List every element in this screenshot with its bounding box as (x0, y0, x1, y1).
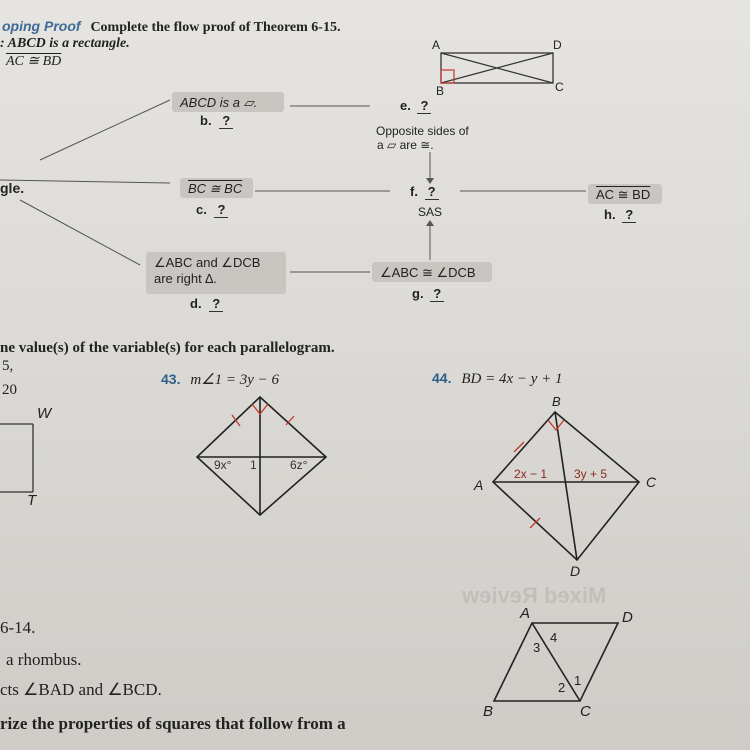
rhombus-label-a: A (520, 605, 531, 622)
flow-left-cut-text: gle. (0, 180, 25, 196)
reason-b-label: b. (200, 113, 212, 128)
reason-b-blank: ? (219, 113, 233, 129)
rhombus-angle-4: 4 (550, 630, 558, 645)
g-blank: ? (430, 286, 444, 302)
left-cut-line-1: 5, (2, 358, 14, 374)
ex43-angle-6z: 6z° (290, 458, 308, 472)
e-reason-line2: a ▱ are ≅. (377, 138, 434, 152)
reason-c-label: c. (196, 202, 207, 217)
f-blank: ? (425, 184, 439, 200)
prove-line: AC ≅ BD (6, 54, 62, 69)
h-blank: ? (622, 207, 636, 223)
ex44-number: 44. (432, 370, 452, 386)
rhombus-label-c: C (580, 703, 591, 720)
bleed-through-text: Mixed Review (462, 583, 607, 608)
statement-2-text: BC ≅ BC (188, 181, 243, 196)
ex43-equation: m∠1 = 3y − 6 (190, 372, 280, 388)
statement-3-line2: are right ∆. (154, 271, 217, 286)
g-statement: ∠ABC ≅ ∠DCB (380, 265, 476, 280)
ex43-number: 43. (161, 371, 181, 387)
rect-label-d: D (553, 38, 562, 52)
ex44-label-b: B (552, 394, 561, 409)
bottom-line-4: rize the properties of squares that follow from a (0, 714, 346, 733)
ex43-angle-9x: 9x° (214, 458, 232, 472)
h-label: h. (604, 207, 616, 222)
ex44-label-d: D (570, 563, 581, 579)
rhombus-label-d: D (622, 609, 633, 626)
rect-label-c: C (555, 80, 564, 94)
ex44-equation: BD = 4x − y + 1 (461, 371, 563, 387)
reason-c-blank: ? (214, 202, 228, 218)
rhombus-angle-1: 1 (574, 673, 582, 688)
rect-label-a: A (432, 38, 441, 52)
bottom-line-2: a rhombus. (6, 650, 82, 669)
e-blank: ? (417, 98, 431, 114)
f-reason: SAS (418, 205, 443, 219)
rhombus-angle-3: 3 (533, 640, 541, 655)
left-fig-label-t: T (27, 492, 37, 509)
ex44-label-a: A (474, 477, 484, 493)
f-label: f. (410, 184, 418, 199)
header-title-fragment: oping Proof (2, 18, 81, 34)
section-heading: ne value(s) of the variable(s) for each parallelogram. (0, 340, 335, 356)
rect-label-b: B (436, 84, 445, 98)
ex44-segment-right: 3y + 5 (574, 467, 608, 481)
ex44-segment-left: 2x − 1 (514, 467, 548, 481)
bottom-line-3: cts ∠BAD and ∠BCD. (0, 680, 162, 699)
bottom-line-1: 6-14. (0, 618, 36, 637)
g-label: g. (412, 286, 424, 301)
given-line: : ABCD is a rectangle. (0, 36, 130, 51)
ex43-angle-1: 1 (250, 458, 257, 472)
ex44-label-c: C (646, 474, 657, 490)
left-fig-label-w: W (37, 405, 52, 422)
reason-d-label: d. (190, 296, 202, 311)
header-instruction: Complete the flow proof of Theorem 6-15. (90, 20, 341, 35)
rhombus-label-b: B (483, 703, 494, 720)
rhombus-angle-2: 2 (558, 680, 566, 695)
reason-d-blank: ? (209, 296, 223, 312)
statement-3-line1: ∠ABC and ∠DCB (154, 255, 261, 270)
h-statement: AC ≅ BD (596, 187, 651, 202)
statement-1-text: ABCD is a ▱. (180, 95, 258, 110)
left-cut-line-2: 20 (2, 382, 17, 398)
e-label: e. (400, 98, 411, 113)
e-reason-line1: Opposite sides of (376, 124, 469, 138)
